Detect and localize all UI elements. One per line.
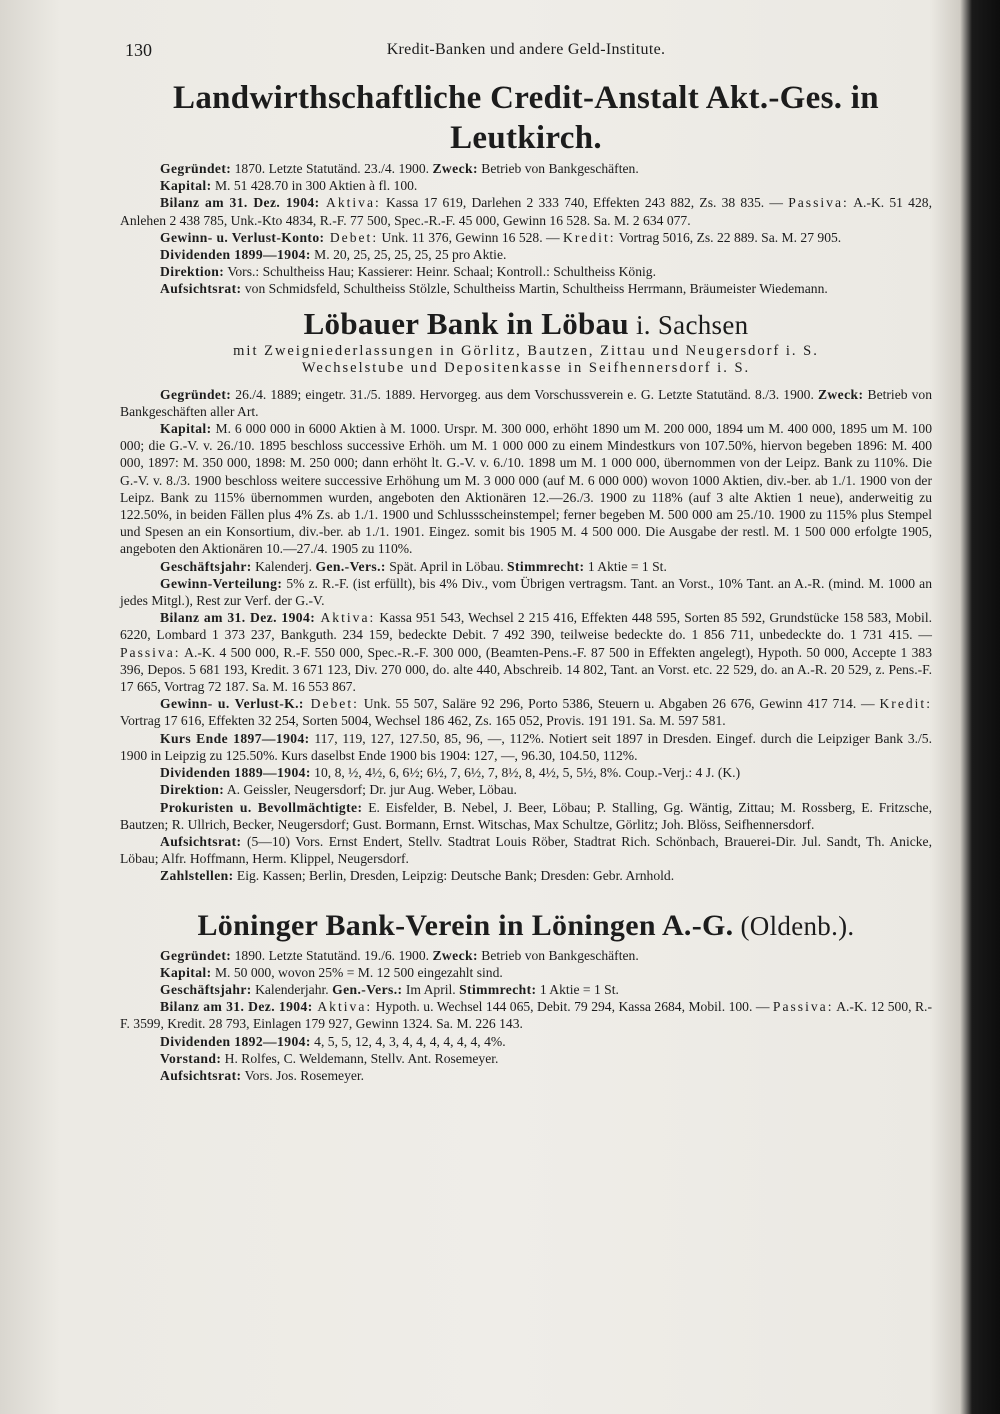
s2-subtitle-1: mit Zweigniederlassungen in Görlitz, Bautzen, Zittau und Neugersdorf i. S.: [233, 342, 819, 359]
page-number: 130: [125, 40, 152, 60]
s1-dividenden: Dividenden 1899—1904: M. 20, 25, 25, 25, 25, 25 pro Aktie.: [160, 247, 507, 263]
s3-geschaeftsjahr: Geschäftsjahr: Kalenderjahr. Gen.-Vers.: Im April. Stimmrecht: 1 Aktie = 1 St.: [160, 981, 619, 997]
s2-kapital: Kapital: M. 6 000 000 in 6000 Aktien à M. 1000. Urspr. M. 300 000, erhöht 1890 um M. 200 000, 1894 um M. 400 000, 1895 um M. 100 000; die G.-V. v. 26./10. 1895 beschloss successive Erhöh. um M. 1 000 000 zu einem Mindestkurs von 107.50%, hiervon begeben 1896: M. 400 000, 1897: M. 350 000, 1898: M. 250 000; dann erhöht lt. G.-V. v. 6./10. 1898 um M. 1 000 000, übernommen von der Leipz. Bank zu 110%. Die G.-V. v. 8./3. 1900 beschloss weitere successive Erhöhung um M. 3 000 000 (auf M. 6 000 000) wovon 1000 Aktien, div.-ber. ab 1./1. 1900 von der Leipz. Bank zu 115% übernommen wurden, angeboten den Aktionären 12.—26./3. 1900 zu 118% (auf 3 alte Aktien 1 neue), anderweitig zu 122.50%, in beiden Fällen plus 4% Zs. ab 1./1. 1900 und Schlussscheinstempel; ferner begeben M. 500 000 am 25./10. 1900 zu 115% plus Stempel und Spesen an ein Konsortium, div.-ber. ab 1./1. 1901. Eingez. somit bis 1905 M. 4 500 000. Die Ausgabe der restl. M. 1 500 000 erfolgte 1905, angeboten den Aktionären 10.—27./4. 1905 zu 110%.: [120, 421, 932, 557]
s2-gewinn-verlust: Gewinn- u. Verlust-K.: Debet: Unk. 55 507, Saläre 92 296, Porto 5386, Steuern u. Abgaben 26 676, Gewinn 417 714. — Kredit: Vortrag 17 616, Effekten 32 254, Sorten 5004, Wechsel 186 462, Zs. 165 052, Provis. 191 191. Sa. M. 597 581.: [120, 696, 932, 729]
page-header: [120, 36, 932, 66]
s3-aufsichtsrat: Aufsichtsrat: Vors. Jos. Rosemeyer.: [160, 1067, 365, 1083]
s3-dividenden: Dividenden 1892—1904: 4, 5, 5, 12, 4, 3, 4, 4, 4, 4, 4, 4, 4%.: [160, 1033, 506, 1049]
s2-kurs: Kurs Ende 1897—1904: 117, 119, 127, 127.50, 85, 96, —, 112%. Notiert seit 1897 in Dresden. Eingef. durch die Leipziger Bank 3./5. 1900 in Leipzig zu 125.50%. Kurs daselbst Ende 1900 bis 1904: 127, —, 96.30, 104.50, 112%.: [120, 730, 932, 763]
s2-dividenden: Dividenden 1889—1904: 10, 8, ½, 4½, 6, 6½; 6½, 7, 6½, 7, 8½, 8, 4½, 5, 5½, 8%. Coup.-Verj.: 4 J. (K.): [160, 765, 741, 781]
s2-gegruendet: Gegründet: 26./4. 1889; eingetr. 31./5. 1889. Hervorgeg. aus dem Vorschussverein e. G. Letzte Statutänd. 8./3. 1900. Zweck: Betrieb von Bankgeschäften aller Art.: [120, 386, 932, 419]
entry-title-loebau: Löbauer Bank in Löbau i. Sachsen: [303, 305, 749, 341]
s3-bilanz: Bilanz am 31. Dez. 1904: Aktiva: Hypoth. u. Wechsel 144 065, Debit. 79 294, Kassa 2684, Mobil. 100. — Passiva: A.-K. 12 500, R.-F. 3599, Kredit. 28 793, Einlagen 179 927, Gewinn 1324. Sa. M. 226 143.: [120, 999, 932, 1032]
s2-direktion: Direktion: A. Geissler, Neugersdorf; Dr. jur Aug. Weber, Löbau.: [160, 782, 517, 798]
s3-kapital: Kapital: M. 50 000, wovon 25% = M. 12 500 eingezahlt sind.: [160, 964, 503, 980]
s1-direktion: Direktion: Vors.: Schultheiss Hau; Kassierer: Heinr. Schaal; Kontroll.: Schultheiss König.: [160, 264, 656, 280]
s2-bilanz: Bilanz am 31. Dez. 1904: Aktiva: Kassa 951 543, Wechsel 2 215 416, Effekten 448 595, Sorten 85 592, Grundstücke 158 583, Mobil. 6220, Lombard 1 373 237, Bankguth. 234 159, bedeckte Debit. 7 492 390, teilweise bedeckte do. 1 856 711, unbedeckte do. 1 731 415. — Passiva: A.-K. 4 500 000, R.-F. 550 000, Spec.-R.-F. 300 000, (Beamten-Pens.-F. 87 500 in Effekten angelegt), Hypoth. 50 000, Accepte 1 383 396, Depos. 5 681 193, Kredit. 3 671 123, Div. 270 000, do. alte 440, Abschreib. 14 802, Tant. an Vorst. etc. 22 529, do. an A.-R. 20 529, z. Pens.-F. 17 665, Vortrag 72 187. Sa. M. 16 553 867.: [120, 610, 932, 695]
s2-subtitle-2: Wechselstube und Depositenkasse in Seifhennersdorf i. S.: [301, 360, 751, 377]
running-title: Kredit-Banken und andere Geld-Institute.: [386, 41, 666, 58]
s2-gewinn-verteilung: Gewinn-Verteilung: 5% z. R.-F. (ist erfüllt), bis 4% Div., vom Übrigen vertragsm. Tant. an Vorst., 10% Tant. an A.-R. (mind. M. 1000 an jedes Mitgl.), Rest zur Verf. der G.-V.: [120, 575, 932, 609]
s3-gegruendet: Gegründet: 1890. Letzte Statutänd. 19./6. 1900. Zweck: Betrieb von Bankgeschäften.: [160, 947, 639, 963]
s1-bilanz: Bilanz am 31. Dez. 1904: Aktiva: Kassa 17 619, Darlehen 2 333 740, Effekten 243 882, Zs. 38 835. — Passiva: A.-K. 51 428, Anlehen 2 438 785, Unk.-Kto 4834, R.-F. 77 500, Spec.-R.-F. 45 000, Gewinn 16 528. Sa. M. 2 634 077.: [120, 195, 932, 228]
page-content: [120, 36, 932, 1084]
s2-geschaeftsjahr: Geschäftsjahr: Kalenderj. Gen.-Vers.: Spät. April in Löbau. Stimmrecht: 1 Aktie = 1 St.: [160, 558, 667, 574]
entry-title-loeningen: Löninger Bank-Verein in Löningen A.-G. (Oldenb.).: [197, 908, 855, 942]
s1-gewinn-verlust: Gewinn- u. Verlust-Konto: Debet: Unk. 11 376, Gewinn 16 528. — Kredit: Vortrag 5016, Zs. 22 889. Sa. M. 27 905.: [160, 229, 842, 245]
entry-title-leutkirch: Landwirthschaftliche Credit-Anstalt Akt.-Ges. in Leutkirch.: [173, 80, 879, 156]
s2-prokuristen: Prokuristen u. Bevollmächtigte: E. Eisfelder, B. Nebel, J. Beer, Löbau; P. Stalling, Gg. Wäntig, Zittau; M. Rossberg, E. Fritzsche, Bautzen; R. Ullrich, Becker, Neugersdorf; Gust. Bormann, Ernst. Witschas, Max Schultze, Görlitz; Joh. Blöss, Seifhennersdorf.: [120, 799, 932, 832]
s2-zahlstellen: Zahlstellen: Eig. Kassen; Berlin, Dresden, Leipzig: Deutsche Bank; Dresden: Gebr. Arnhold.: [160, 868, 675, 884]
s2-aufsichtsrat: Aufsichtsrat: (5—10) Vors. Ernst Endert, Stellv. Stadtrat Louis Röber, Stadtrat Rich. Schönbach, Brauerei-Dir. Jul. Sandt, Th. Anicke, Löbau; Alfr. Hoffmann, Herm. Klippel, Neugersdorf.: [120, 833, 932, 867]
s1-aufsichtsrat: Aufsichtsrat: von Schmidsfeld, Schultheiss Stölzle, Schultheiss Martin, Schultheiss Herrmann, Bräumeister Wiedemann.: [160, 281, 828, 297]
s1-kapital: Kapital: M. 51 428.70 in 300 Aktien à fl. 100.: [160, 178, 418, 194]
s3-vorstand: Vorstand: H. Rolfes, C. Weldemann, Stellv. Ant. Rosemeyer.: [160, 1050, 499, 1066]
s1-gegruendet: Gegründet: 1870. Letzte Statutänd. 23./4. 1900. Zweck: Betrieb von Bankgeschäften.: [160, 161, 639, 176]
